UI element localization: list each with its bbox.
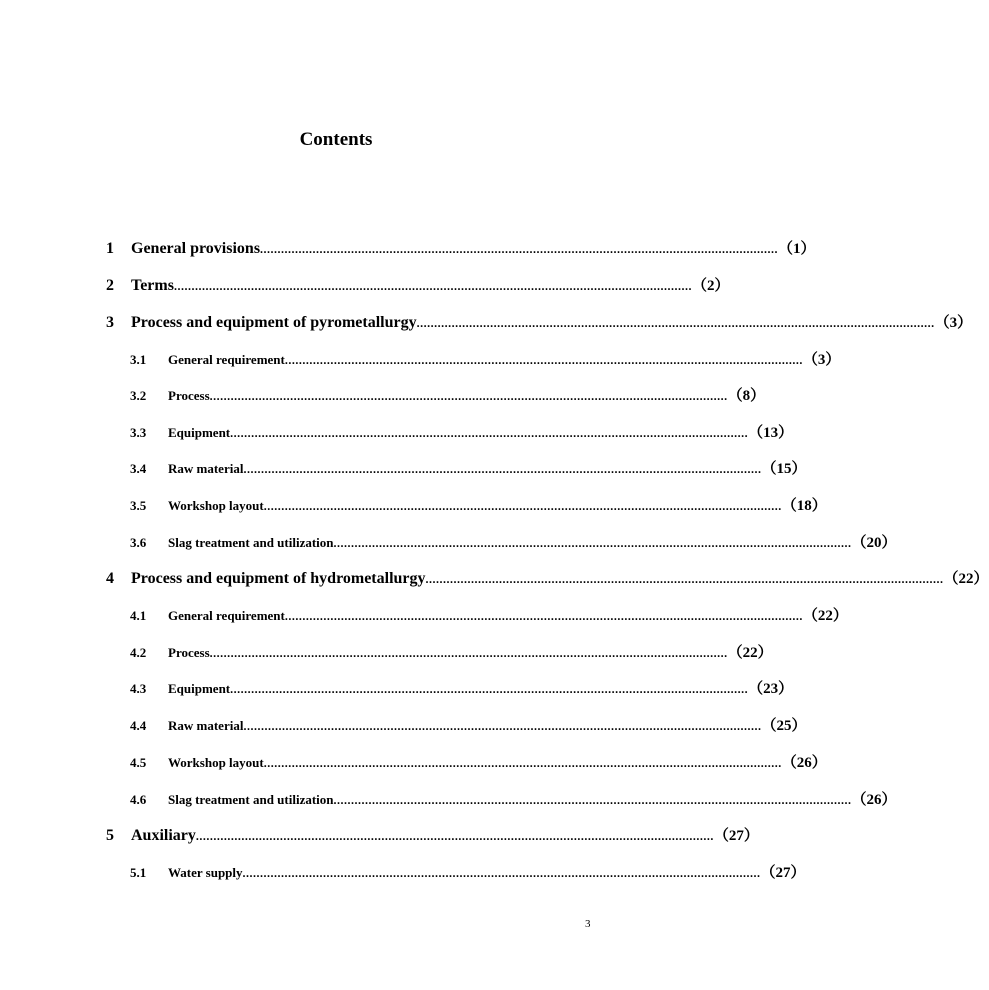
toc-entry-label: Slag treatment and utilization (168, 792, 334, 807)
dot-leader: .................................................................................................................................................... (263, 499, 782, 513)
toc-entry-page: （26） (851, 792, 897, 808)
toc-entry-number: 5.1 (130, 865, 147, 880)
dot-leader: .................................................................................................................................................... (263, 756, 782, 770)
toc-entry-number: 4 (106, 570, 114, 587)
toc-entry-page: （25） (761, 718, 807, 734)
toc-entry-number: 3.1 (130, 352, 147, 367)
toc-entry-page: （15） (761, 461, 807, 477)
toc-entry-page: （3） (802, 352, 841, 368)
toc-entry-2[interactable] (106, 275, 730, 297)
toc-entry-number: 4.5 (130, 755, 147, 770)
dot-leader: .................................................................................................................................................... (243, 462, 762, 476)
toc-entry-page: （20） (851, 535, 897, 551)
toc-entry-page: （22） (802, 608, 848, 624)
toc-entry-number: 4.4 (130, 718, 147, 733)
toc-entry-page: （22） (727, 645, 773, 661)
dot-leader: .................................................................................................................................................... (243, 719, 762, 733)
dot-leader: .................................................................................................................................................... (333, 793, 852, 807)
dot-leader: .................................................................................................................................................... (209, 646, 728, 660)
toc-entry-page: （27） (713, 828, 759, 844)
toc-entry-4-3[interactable] (130, 679, 794, 699)
dot-leader: .................................................................................................................................................... (242, 866, 761, 880)
toc-entry-label: General requirement (168, 608, 285, 623)
toc-entry-number: 1 (106, 240, 114, 257)
toc-entry-4[interactable] (106, 568, 989, 590)
toc-entry-number: 4.6 (130, 792, 147, 807)
toc-entry-page: （8） (727, 388, 766, 404)
toc-entry-3-6[interactable] (130, 533, 897, 553)
toc-entry-5-1[interactable] (130, 863, 806, 883)
toc-entry-page: （22） (943, 571, 989, 587)
toc-entry-label: Auxiliary (131, 827, 196, 844)
toc-entry-4-4[interactable] (130, 716, 807, 736)
dot-leader: .................................................................................................................................................... (260, 242, 779, 256)
toc-entry-label: Raw material (168, 718, 244, 733)
toc-entry-number: 2 (106, 277, 114, 294)
dot-leader: .................................................................................................................................................... (173, 279, 692, 293)
toc-entry-4-1[interactable] (130, 606, 848, 626)
toc-entry-label: Process and equipment of hydrometallurgy (131, 570, 426, 587)
dot-leader: .................................................................................................................................................... (284, 609, 803, 623)
dot-leader: .................................................................................................................................................... (195, 829, 714, 843)
toc-entry-number: 4.2 (130, 645, 147, 660)
toc-entry-number: 3.6 (130, 535, 147, 550)
toc-entry-1[interactable] (106, 238, 816, 260)
toc-entry-number: 3.3 (130, 425, 147, 440)
toc-entry-page: （13） (748, 425, 794, 441)
toc-entry-label: Raw material (168, 461, 244, 476)
toc-entry-page: （2） (691, 278, 730, 294)
dot-leader: .................................................................................................................................................... (425, 572, 944, 586)
toc-entry-5[interactable] (106, 825, 759, 847)
toc-entry-number: 3.5 (130, 498, 147, 513)
toc-entry-3-1[interactable] (130, 350, 841, 370)
toc-entry-page: （3） (934, 315, 973, 331)
toc-entry-label: Workshop layout (168, 498, 264, 513)
toc-entry-number: 4.3 (130, 681, 147, 696)
toc-entry-page: （1） (778, 241, 816, 257)
toc-entry-3-4[interactable] (130, 459, 807, 479)
toc-entry-number: 3.4 (130, 461, 147, 476)
toc-entry-label: Process (168, 388, 210, 403)
toc-entry-label: General provisions (131, 240, 261, 257)
toc-entry-label: Process (168, 645, 210, 660)
toc-entry-page: （27） (760, 865, 806, 881)
toc-entry-page: （26） (781, 755, 827, 771)
toc-entry-number: 5 (106, 827, 114, 844)
dot-leader: .................................................................................................................................................... (416, 316, 935, 330)
toc-entry-4-5[interactable] (130, 753, 827, 773)
dot-leader: .................................................................................................................................................... (284, 353, 803, 367)
dot-leader: .................................................................................................................................................... (230, 682, 749, 696)
toc-entry-label: Equipment (168, 681, 231, 696)
toc-entry-4-6[interactable] (130, 790, 897, 810)
toc-entry-3-3[interactable] (130, 423, 794, 443)
toc-entry-label: General requirement (168, 352, 285, 367)
toc-entry-page: （23） (748, 681, 794, 697)
dot-leader: .................................................................................................................................................... (333, 536, 852, 550)
dot-leader: .................................................................................................................................................... (209, 389, 728, 403)
toc-entry-label: Equipment (168, 425, 231, 440)
toc-entry-label: Water supply (168, 865, 243, 880)
page-number: 3 (585, 918, 591, 930)
toc-entry-page: （18） (781, 498, 827, 514)
toc-entry-label: Workshop layout (168, 755, 264, 770)
toc-entry-3-5[interactable] (130, 496, 827, 516)
toc-entry-4-2[interactable] (130, 643, 773, 663)
toc-entry-number: 3 (106, 314, 114, 331)
page-title: Contents (299, 129, 373, 150)
toc-entry-label: Slag treatment and utilization (168, 535, 334, 550)
toc-entry-label: Terms (131, 277, 174, 294)
toc-entry-number: 3.2 (130, 388, 147, 403)
toc-entry-3[interactable] (106, 312, 973, 334)
toc-entry-3-2[interactable] (130, 386, 766, 406)
toc-entry-label: Process and equipment of pyrometallurgy (131, 314, 417, 331)
dot-leader: .................................................................................................................................................... (230, 426, 749, 440)
toc-entry-number: 4.1 (130, 608, 147, 623)
